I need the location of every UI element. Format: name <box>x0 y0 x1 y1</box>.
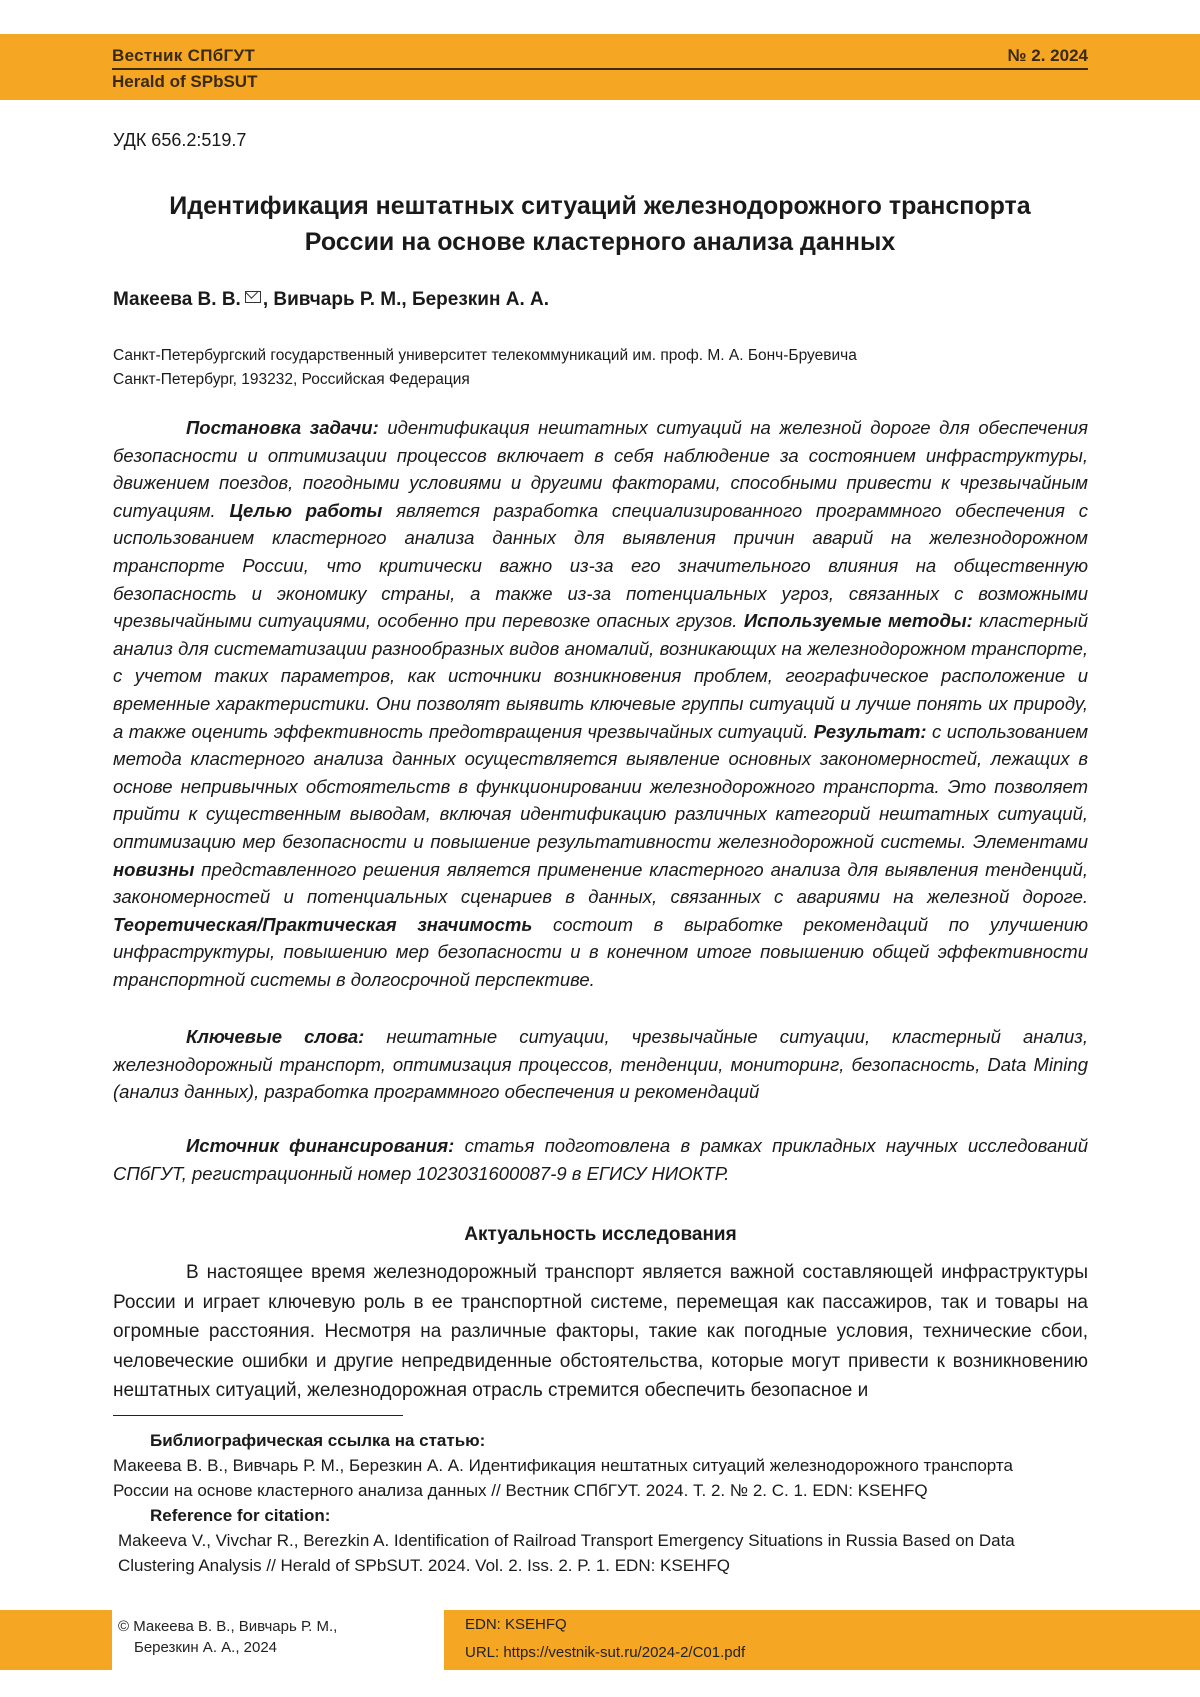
abstract-problem-text: идентификация нештатных ситуаций на железной дороге для обеспечения безопасности и оптимизации процессов включает в себя наблюдение за состоянием инфраструктуры, движением поездов, погодными условиями и другими факторами, способными привести к чрезвычайным ситуациям. <box>113 417 1088 521</box>
abstract-problem-label: Постановка задачи: <box>186 417 379 438</box>
envelope-icon <box>245 291 261 303</box>
funding-source <box>113 1132 1088 1187</box>
copyright-line-2: Березкин А. А., 2024 <box>134 1639 278 1656</box>
header-rule <box>112 68 1088 70</box>
abstract <box>113 414 1088 993</box>
udc-code: УДК 656.2:519.7 <box>113 130 247 150</box>
abstract-significance-text: состоит в выработке рекомендаций по улучшению инфраструктуры, повышению мер безопасности и в конечном итоге повышению общей эффективности транспортной системы в долгосрочной перспективе. <box>113 913 1088 990</box>
affiliation-line-1: Санкт-Петербургский государственный университет телекоммуникаций им. проф. М. А. Бонч-Бруевича <box>113 347 857 364</box>
keywords-label: Ключевые слова: <box>186 1026 365 1047</box>
citation-en-heading: Reference for citation: <box>150 1506 331 1525</box>
funding-text: статья подготовлена в рамках прикладных научных исследований СПбГУТ, регистрационный номер 1023031600087-9 в ЕГИСУ НИОКТР. <box>113 1135 1089 1184</box>
affiliation-line-2: Санкт-Петербург, 193232, Российская Федерация <box>113 371 470 388</box>
abstract-methods-label: Используемые методы: <box>743 610 973 632</box>
footnote-rule <box>113 1415 403 1416</box>
section-paragraph: В настоящее время железнодорожный транспорт является важной составляющей инфраструктуры России и играет ключевую роль в ее транспортной системе, перемещая как пассажиров, так и товары на огромные расстояния. Несмотря на различные факторы, такие как погодные условия, технические сбои, человеческие ошибки и другие непредвиденные обстоятельства, которые могут привести к возникновению нештатных ситуаций, железнодорожная отрасль стремится обеспечить безопасное и <box>113 1262 1088 1401</box>
section-heading: Актуальность исследования <box>464 1224 737 1245</box>
citation-ru-line-2: России на основе кластерного анализа данных // Вестник СПбГУТ. 2024. Т. 2. № 2. С. 1. EDN: KSEHFQ <box>113 1481 928 1500</box>
issue-number: № 2. 2024 <box>1007 46 1088 65</box>
journal-name-en: Herald of SPbSUT <box>112 72 258 91</box>
citation-en-line-1: Makeeva V., Vivchar R., Berezkin A. Identification of Railroad Transport Emergency Situations in Russia Based on Data <box>118 1531 1015 1550</box>
keywords-text: нештатные ситуации, чрезвычайные ситуации, кластерный анализ, железнодорожный транспорт, оптимизация процессов, тенденции, мониторинг, безопасность, Data Mining (анализ данных), разработка программного обеспечения и рекомендаций <box>113 1026 1088 1103</box>
funding-label: Источник финансирования: <box>186 1135 455 1156</box>
copyright-line-1: © Макеева В. В., Вивчарь Р. М., <box>118 1618 338 1635</box>
abstract-result-text: с использованием метода кластерного анализа данных осуществляется выявление основных закономерностей, лежащих в основе непривычных обстоятельств в функционировании железнодорожного транспорта. Это позволяет прийти к существенным выводам, включая идентификацию различных категорий нештатных ситуаций, оптимизацию мер безопасности и повышение результативности железнодорожной системы. Элементами <box>113 720 1088 852</box>
copyright <box>118 1616 337 1658</box>
keywords <box>113 1023 1088 1106</box>
edn-code: EDN: KSEHFQ <box>465 1616 567 1633</box>
author-first: Макеева В. В. <box>113 289 241 310</box>
citation-ru-heading: Библиографическая ссылка на статью: <box>150 1431 486 1450</box>
abstract-goal-label: Целью работы <box>229 499 383 521</box>
abstract-goal-text: является разработка специализированного программного обеспечения с использованием кластерного анализа данных для выявления причин аварий на железнодорожном транспорте России, что критически важно из-за его значительного влияния на общественную безопасность и экономику страны, а также из-за потенциальных угроз, связанных с возможными чрезвычайными ситуациями, особенно при перевозке опасных грузов. <box>113 499 1088 632</box>
abstract-result-label: Результат: <box>813 720 927 742</box>
article-title <box>100 188 1100 260</box>
citation-en-line-2: Clustering Analysis // Herald of SPbSUT. 2024. Vol. 2. Iss. 2. P. 1. EDN: KSEHFQ <box>118 1556 730 1575</box>
abstract-methods-text: кластерный анализ для систематизации разнообразных видов аномалий, возникающих на железнодорожном транспорте, с учетом таких параметров, как источники возникновения проблем, географическое расположение и временные характеристики. Они позволят выявить ключевые группы ситуаций и лучше понять их природу, а также оценить эффективность предотвращения чрезвычайных ситуаций. <box>113 610 1088 742</box>
title-line-1: Идентификация нештатных ситуаций железнодорожного транспорта <box>169 192 1031 220</box>
abstract-novelty-label: новизны <box>113 858 195 880</box>
journal-name-ru: Вестник СПбГУТ <box>112 46 256 65</box>
article-url[interactable]: URL: https://vestnik-sut.ru/2024-2/C01.pdf <box>465 1644 746 1661</box>
title-line-2: России на основе кластерного анализа данных <box>304 228 896 256</box>
citation-ru-line-1: Макеева В. В., Вивчарь Р. М., Березкин А. А. Идентификация нештатных ситуаций железнодорожного транспорта <box>113 1456 1013 1475</box>
author-list <box>113 289 549 311</box>
abstract-significance-label: Теоретическая/Практическая значимость <box>113 913 533 935</box>
author-rest: , Вивчарь Р. М., Березкин А. А. <box>262 289 550 310</box>
journal-header <box>0 34 1200 100</box>
journal-footer <box>0 1610 1200 1670</box>
abstract-novelty-text: представленного решения является применение кластерного анализа для выявления тенденций, закономерностей и потенциальных сценариев в данных, связанных с авариями на железной дороге. <box>113 858 1088 908</box>
